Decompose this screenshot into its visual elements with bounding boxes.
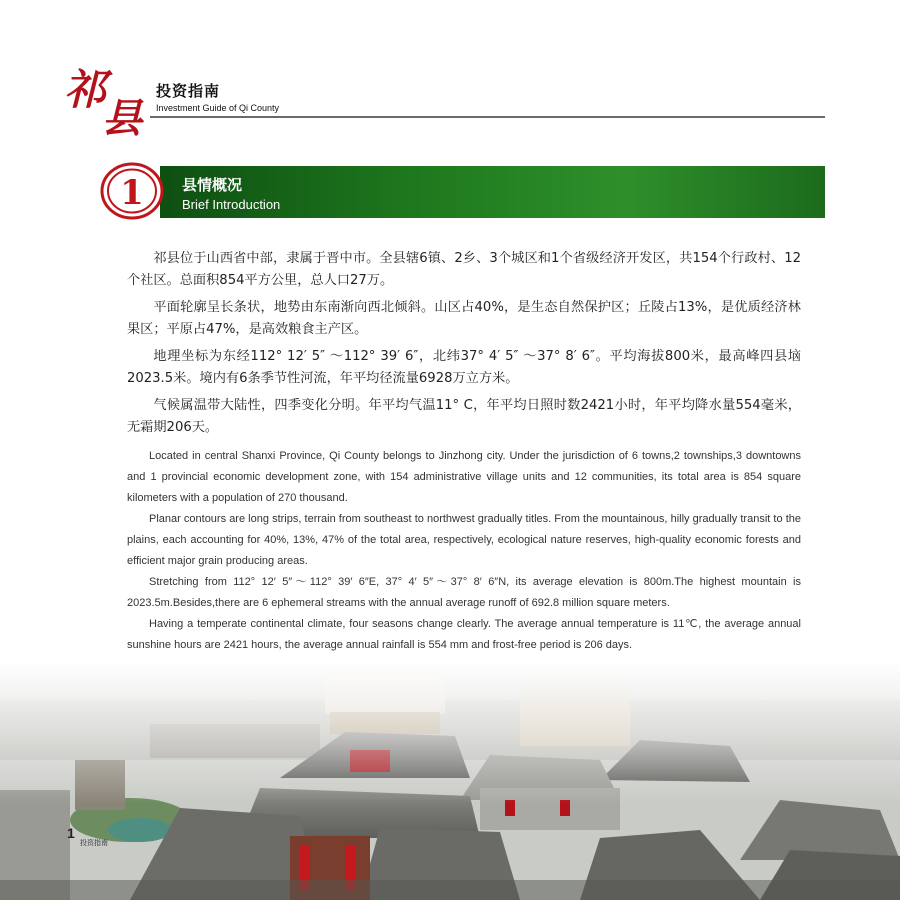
page-number: 1 xyxy=(67,825,75,841)
header-subtitle: Investment Guide of Qi County xyxy=(156,103,280,113)
cn-paragraph: 气候属温带大陆性，四季变化分明。年平均气温11° C，年平均日照时数2421小时，年平均降水量554毫米，无霜期206天。 xyxy=(127,398,801,435)
en-paragraph: Planar contours are long strips, terrain from southeast to northwest gradually titles. From the mountainous, hilly gradually transit to the plains, each accounting for 40%, 13%, 47% of the total area, respectively, ecological nature reserves, high-quality economic forests and efficient major grain producing areas. xyxy=(127,513,801,567)
header-divider xyxy=(150,116,825,118)
page-footer-label: 投资指南 xyxy=(80,839,108,847)
qi-county-calligraphy-logo xyxy=(62,58,154,138)
section-title: 县情概况 xyxy=(182,176,243,194)
cn-paragraph: 祁县位于山西省中部，隶属于晋中市。全县辖6镇、2乡、3个城区和1个省级经济开发区，共154个行政村、12个社区。总面积854平方公里，总人口27万。 xyxy=(127,251,801,288)
cn-paragraph: 地理坐标为东经112° 12′ 5″ ～112° 39′ 6″，北纬37° 4′ 5″ ～37° 8′ 6″。平均海拔800米，最高峰四县垴2023.5米。境内有6条季节性河流，年平均径流量6928万立方米。 xyxy=(127,349,801,386)
courtyard-rooftops-photo xyxy=(0,660,900,900)
section-number: 1 xyxy=(120,173,144,213)
english-body xyxy=(127,446,801,656)
en-paragraph: Stretching from 112° 12′ 5″～112° 39′ 6″E, 37° 4′ 5″～37° 8′ 6″N, its average elevation is 800m.The highest mountain is 2023.5m.Besides,there are 6 ephemeral streams with the annual average runoff of 692.8 million square meters. xyxy=(127,576,801,609)
svg-text:祁: 祁 xyxy=(64,65,107,114)
section-subtitle: Brief Introduction xyxy=(182,197,281,212)
en-paragraph: Located in central Shanxi Province, Qi County belongs to Jinzhong city. Under the jurisdiction of 6 towns,2 townships,3 downtowns and 1 provincial economic development zone, with 154 administrative village units and 12 communities, its total area is 854 square kilometers with a population of 270 thousand. xyxy=(127,450,801,504)
chinese-body xyxy=(127,248,801,444)
svg-text:县: 县 xyxy=(102,95,142,138)
header-title: 投资指南 xyxy=(156,82,221,100)
section-number-badge xyxy=(100,162,164,220)
cn-paragraph: 平面轮廓呈长条状，地势由东南渐向西北倾斜。山区占40%，是生态自然保护区；丘陵占13%，是优质经济林果区；平原占47%，是高效粮食主产区。 xyxy=(127,300,801,337)
en-paragraph: Having a temperate continental climate, four seasons change clearly. The average annual temperature is 11℃, the average annual sunshine hours are 2421 hours, the average annual rainfall is 554 mm and frost-free period is 206 days. xyxy=(127,618,801,651)
